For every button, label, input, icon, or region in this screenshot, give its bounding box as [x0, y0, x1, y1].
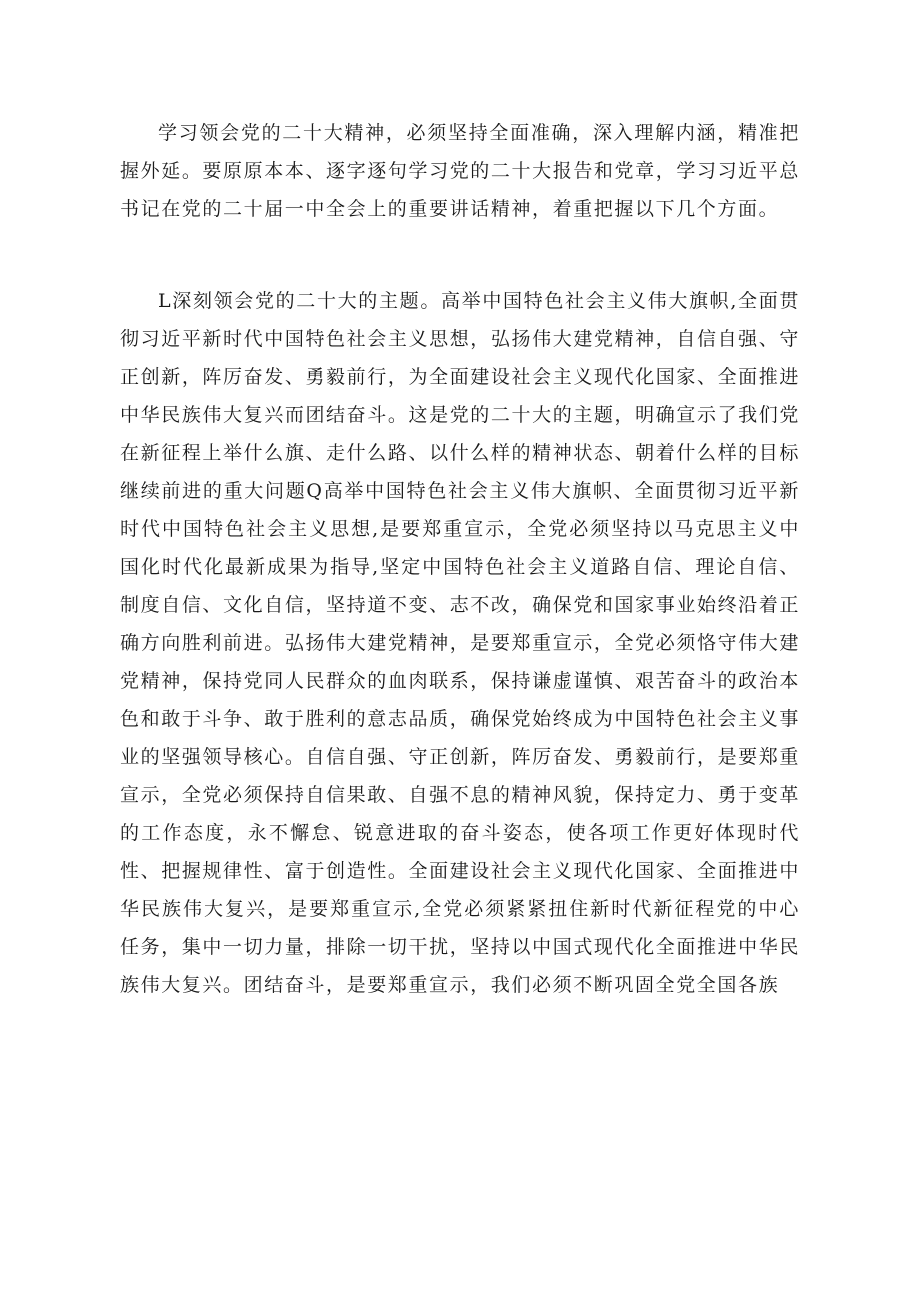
theme-paragraph: L深刻领会党的二十大的主题。高举中国特色社会主义伟大旗帜,全面贯彻习近平新时代中国特色社会主义思想，弘扬伟大建党精神，自信自强、守正创新，阵厉奋发、勇毅前行，为全面建设社会主义现代化国家、全面推进中华民族伟大复兴而团结奋斗。这是党的二十大的主题，明确宣示了我们党在新征程上举什么旗、走什么路、以什么样的精神状态、朝着什么样的目标继续前进的重大问题Q高举中国特色社会主义伟大旗帜、全面贯彻习近平新时代中国特色社会主义思想,是要郑重宣示，全党必须坚持以马克思主义中国化时代化最新成果为指导,坚定中国特色社会主义道路自信、理论自信、制度自信、文化自信，坚持道不变、志不改，确保党和国家事业始终沿着正确方向胜利前进。弘扬伟大建党精神，是要郑重宣示，全党必须恪守伟大建党精神，保持党同人民群众的血肉联系，保持谦虚谨慎、艰苦奋斗的政治本色和敢于斗争、敢于胜利的意志品质，确保党始终成为中国特色社会主义事业的坚强领导核心。自信自强、守正创新，阵厉奋发、勇毅前行，是要郑重宣示，全党必须保持自信果敢、自强不息的精神风貌，保持定力、勇于变革的工作态度，永不懈怠、锐意进取的奋斗姿态，使各项工作更好体现时代性、把握规律性、富于创造性。全面建设社会主义现代化国家、全面推进中华民族伟大复兴，是要郑重宣示,全党必须紧紧扭住新时代新征程党的中心任务，集中一切力量，排除一切干扰，坚持以中国式现代化全面推进中华民族伟大复兴。团结奋斗，是要郑重宣示，我们必须不断巩固全党全国各族 [120, 290, 800, 996]
intro-paragraph: 学习领会党的二十大精神，必须坚持全面准确，深入理解内涵，精准把握外延。要原原本本、逐字逐句学习党的二十大报告和党章，学习习近平总书记在党的二十届一中全会上的重要讲话精神，着重把握以下几个方面。 [120, 122, 800, 220]
